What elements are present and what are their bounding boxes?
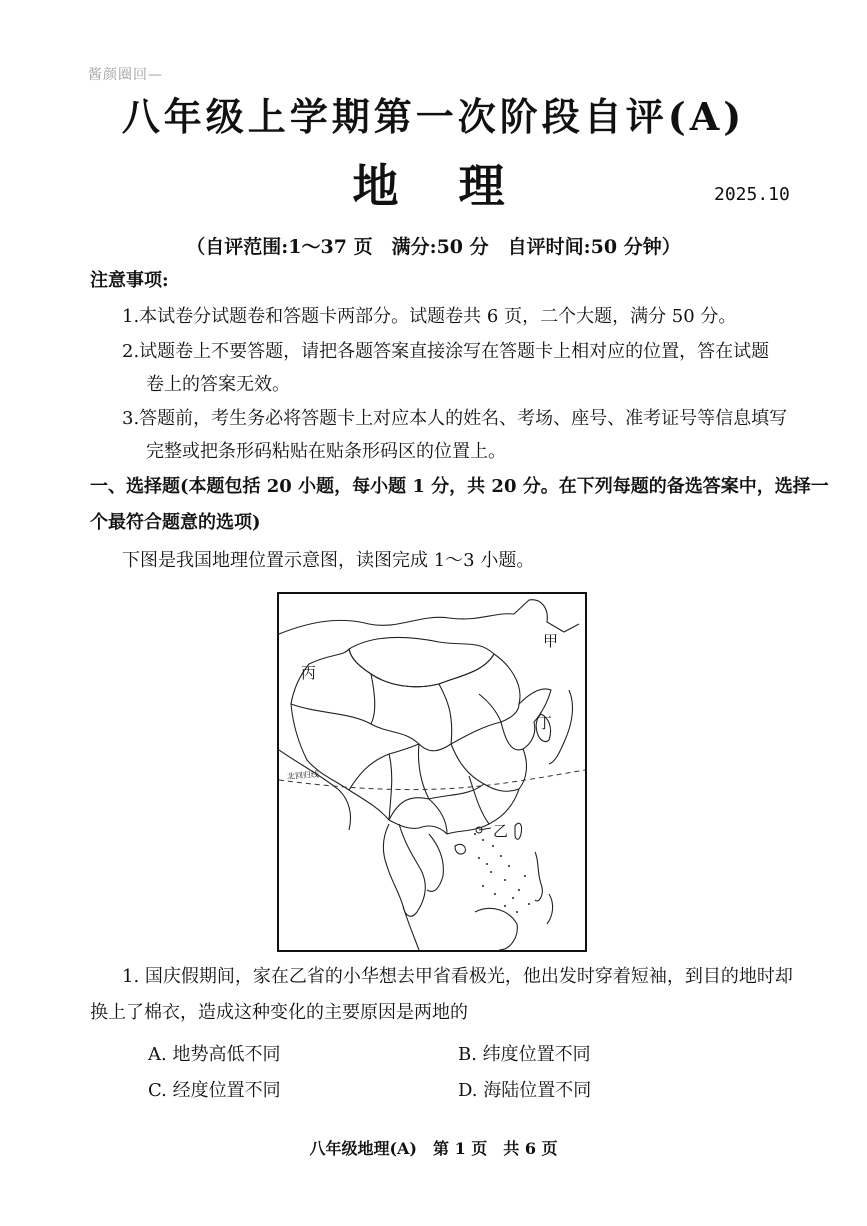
china-location-map bbox=[277, 592, 587, 952]
map-label-bing: 丙 bbox=[301, 664, 317, 682]
exam-date: 2025.10 bbox=[714, 184, 790, 205]
corner-stamp: 酱颜圈回— bbox=[88, 67, 163, 83]
map-drawing bbox=[279, 594, 585, 950]
exam-scope: （自评范围:1～37 页 满分:50 分 自评时间:50 分钟） bbox=[186, 236, 681, 258]
page-footer: 八年级地理(A) 第 1 页 共 6 页 bbox=[309, 1139, 558, 1158]
notice-item-3: 3.答题前，考生务必将答题卡上对应本人的姓名、考场、座号、准考证号等信息填写 bbox=[122, 408, 788, 429]
option-d: D. 海陆位置不同 bbox=[458, 1080, 592, 1101]
map-label-ding: 丁 bbox=[537, 714, 553, 732]
option-b: B. 纬度位置不同 bbox=[458, 1044, 591, 1065]
subject-char-2: 理 bbox=[458, 159, 515, 213]
map-label-yi: 乙 bbox=[493, 822, 509, 840]
map-intro: 下图是我国地理位置示意图，读图完成 1～3 小题。 bbox=[122, 550, 535, 571]
section-heading-cont: 个最符合题意的选项) bbox=[90, 512, 261, 533]
exam-title: 八年级上学期第一次阶段自评(A) bbox=[121, 94, 746, 139]
question-1-stem: 1. 国庆假期间，家在乙省的小华想去甲省看极光，他出发时穿着短袖，到目的地时却 bbox=[122, 966, 793, 987]
subject-title bbox=[0, 150, 867, 216]
option-c: C. 经度位置不同 bbox=[148, 1080, 281, 1101]
notice-item-2-cont: 卷上的答案无效。 bbox=[146, 374, 290, 395]
question-1-stem-cont: 换上了棉衣，造成这种变化的主要原因是两地的 bbox=[90, 1002, 468, 1023]
subject-char-1: 地 bbox=[352, 159, 409, 213]
notice-item-2: 2.试题卷上不要答题，请把各题答案直接涂写在答题卡上相对应的位置，答在试题 bbox=[122, 341, 770, 362]
notice-item-1: 1.本试卷分试题卷和答题卡两部分。试题卷共 6 页，二个大题，满分 50 分。 bbox=[122, 306, 737, 327]
section-heading: 一、选择题(本题包括 20 小题，每小题 1 分，共 20 分。在下列每题的备选答案中，选择一 bbox=[90, 476, 829, 497]
map-label-jia: 甲 bbox=[543, 632, 559, 650]
option-a: A. 地势高低不同 bbox=[148, 1044, 281, 1065]
tropic-of-cancer-label: 北回归线 bbox=[286, 769, 320, 782]
notice-heading: 注意事项: bbox=[90, 270, 169, 291]
notice-item-3-cont: 完整或把条形码粘贴在贴条形码区的位置上。 bbox=[146, 441, 506, 462]
